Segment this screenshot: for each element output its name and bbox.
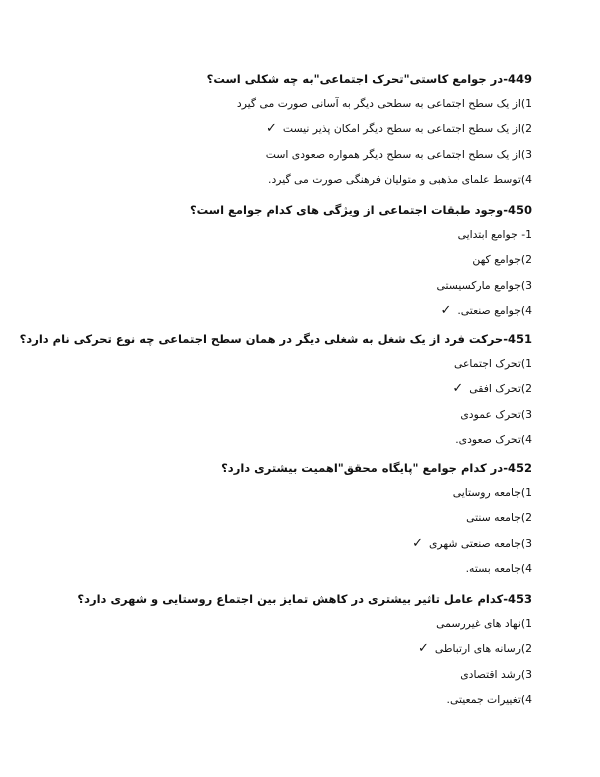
check-mark-icon: ✓	[265, 121, 277, 137]
option-text: 3)جامعه صنعتی شهری	[428, 536, 532, 550]
answer-option	[62, 120, 532, 137]
answer-option	[62, 171, 532, 188]
question-449	[62, 70, 532, 197]
question-title: 451-حرکت فرد از یک شغل به شغلی دیگر در همان سطح اجتماعی چه نوع تحرکی نام دارد؟	[19, 332, 532, 346]
answer-option	[62, 615, 532, 632]
option-text: 4)توسط علمای مذهبی و متولیان فرهنگی صورت می گیرد.	[268, 173, 532, 187]
question-title: 450-وجود طبقات اجتماعی از ویژگی های کدام جوامع است؟	[189, 203, 532, 217]
option-text: 2)رسانه های ارتباطی	[434, 642, 532, 656]
answer-option	[62, 640, 532, 657]
answer-option	[62, 146, 532, 163]
check-mark-icon: ✓	[452, 381, 464, 397]
answer-option	[62, 484, 532, 501]
option-text: 1)نهاد های غیررسمی	[436, 617, 532, 630]
answer-option	[62, 509, 532, 526]
question-451	[19, 330, 532, 457]
check-mark-icon: ✓	[412, 535, 423, 551]
check-mark-icon: ✓	[440, 303, 452, 319]
check-mark-icon: ✓	[418, 641, 429, 657]
option-text: 3)جوامع مارکسیستی	[436, 278, 532, 292]
question-452	[62, 459, 532, 586]
option-text: 3)رشد اقتصادی	[460, 667, 532, 681]
option-text: 2)جوامع کهن	[472, 253, 532, 267]
answer-option	[62, 560, 532, 577]
answer-option	[62, 95, 532, 112]
question-title: 449-در جوامع کاستی"تحرک اجتماعی"به چه شکلی است؟	[206, 72, 532, 86]
answer-option	[62, 355, 532, 372]
option-text: 4)جوامع صنعتی.	[457, 304, 532, 318]
option-text: 3)از یک سطح اجتماعی به سطح دیگر همواره صعودی است	[265, 147, 532, 161]
option-text: 2)تحرک افقی	[469, 382, 532, 396]
answer-option	[62, 666, 532, 683]
answer-option	[62, 535, 532, 552]
option-text: 4)تغییرات جمعیتی.	[446, 693, 532, 707]
answer-option	[62, 431, 532, 448]
question-453	[62, 590, 532, 717]
question-450	[62, 201, 532, 328]
answer-option	[62, 251, 532, 268]
option-text: 1)از یک سطح اجتماعی به سطحی دیگر به آسانی صورت می گیرد	[236, 97, 532, 110]
answer-option	[62, 277, 532, 294]
option-text: 1)جامعه روستایی	[452, 486, 532, 499]
option-text: 4)تحرک صعودی.	[455, 433, 532, 447]
option-text: 3)تحرک عمودی	[460, 407, 532, 421]
answer-option	[62, 691, 532, 708]
option-text: 2)از یک سطح اجتماعی به سطح دیگر امکان پذیر نیست	[282, 122, 532, 136]
option-text: 2)جامعه سنتی	[466, 511, 532, 525]
question-title: 452-در کدام جوامع "پایگاه محقق"اهمیت بیشتری دارد؟	[221, 461, 532, 475]
question-title: 453-کدام عامل تاثیر بیشتری در کاهش تمایز بین اجتماع روستایی و شهری دارد؟	[77, 592, 532, 606]
option-text: 1)تحرک اجتماعی	[453, 357, 532, 370]
answer-option	[62, 302, 532, 319]
answer-option	[62, 380, 532, 397]
answer-option	[62, 406, 532, 423]
option-text: 1- جوامع ابتدایی	[457, 228, 532, 241]
option-text: 4)جامعه بسته.	[465, 562, 532, 576]
answer-option	[62, 226, 532, 243]
